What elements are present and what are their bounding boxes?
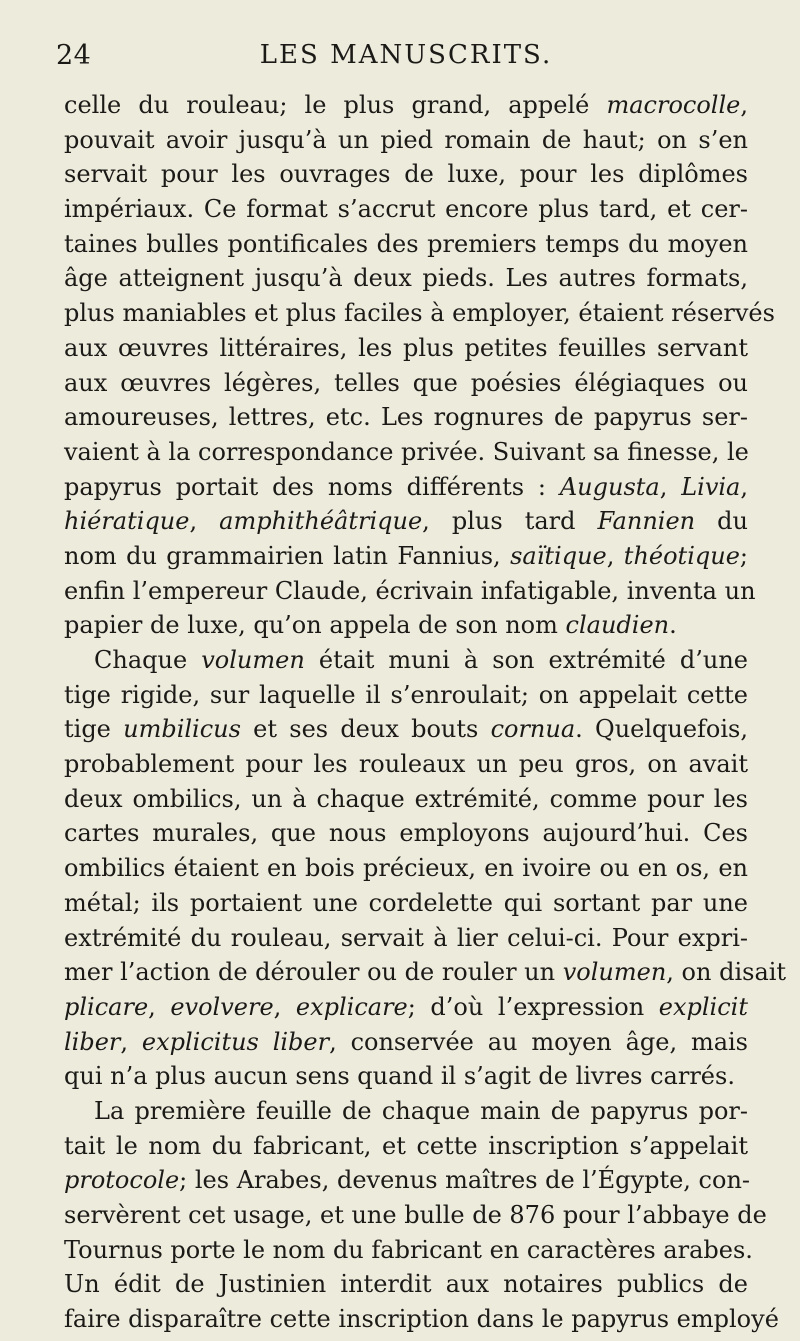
text-run: deux ombilics, un à chaque extrémité, comme pour les [64, 784, 748, 813]
text-run: métal; ils portaient une cordelette qui sortant par une [64, 888, 748, 917]
text-line [64, 435, 748, 470]
page-number: 24 [56, 40, 92, 71]
text-run: amoureuses, lettres, etc. Les rognures de papyrus ser- [64, 403, 748, 432]
text-run: , [606, 541, 624, 570]
text-run: faire disparaître cette inscription dans le papyrus employé [64, 1305, 779, 1334]
text-run: extrémité du rouleau, servait à lier celui-ci. Pour expri- [64, 923, 748, 952]
text-line [64, 574, 756, 609]
italic-term: cornua [490, 715, 576, 744]
text-run: tige [64, 715, 124, 744]
text-run: aux œuvres littéraires, les plus petites feuilles servant [64, 333, 748, 362]
text-run: pouvait avoir jusqu’à un pied romain de haut; on s’en [64, 125, 748, 154]
text-run: qui n’a plus aucun sens quand il s’agit de livres carrés. [64, 1062, 735, 1091]
text-run: plus maniables et plus faciles à employer, étaient réservés [64, 299, 775, 328]
italic-term: evolvere [170, 992, 274, 1021]
text-line [64, 955, 787, 990]
text-run: , conservée au moyen âge, mais [329, 1027, 749, 1056]
text-line [64, 1267, 748, 1302]
text-line [64, 1059, 748, 1094]
text-line [64, 470, 748, 505]
text-line [64, 921, 748, 956]
text-run: taines bulles pontificales des premiers temps du moyen [64, 229, 748, 258]
text-line [64, 1302, 779, 1337]
text-run: , [189, 507, 220, 536]
text-line [64, 331, 748, 366]
italic-term: hiératique [64, 507, 190, 536]
running-title: LES MANUSCRITS. [259, 40, 553, 70]
text-run: cartes murales, que nous employons aujourd’hui. Ces [64, 819, 748, 848]
italic-term: volumen [201, 646, 305, 674]
text-line [64, 712, 748, 747]
text-line [64, 366, 748, 401]
italic-term: saïtique [510, 541, 607, 570]
text-run: aux œuvres légères, telles que poésies élégiaques ou [64, 368, 748, 397]
text-run: ; les Arabes, devenus maîtres de l’Égypte, con- [179, 1166, 751, 1195]
text-run: . Quelquefois, [575, 715, 749, 744]
text-run: . [669, 611, 677, 640]
text-line [64, 990, 748, 1025]
text-line [64, 608, 748, 643]
text-line [64, 1198, 767, 1233]
text-line [64, 747, 748, 782]
text-run: papier de luxe, qu’on appela de son nom [64, 611, 566, 640]
text-run: probablement pour les rouleaux un peu gros, on avait [64, 750, 748, 779]
italic-term: claudien [565, 611, 670, 640]
text-run: était muni à son extrémité d’une [304, 646, 749, 674]
text-line [64, 539, 748, 574]
italic-term: Augusta [559, 472, 660, 501]
text-run: , [740, 472, 748, 501]
text-run: , [659, 472, 682, 501]
text-run: , [740, 91, 748, 119]
text-run: , [148, 992, 171, 1021]
text-run: , plus tard [422, 507, 598, 536]
italic-term: explicare [295, 992, 408, 1021]
text-line [64, 192, 748, 227]
text-run: enfin l’empereur Claude, écrivain infatigable, inventa un [64, 576, 756, 605]
text-line [64, 1129, 748, 1164]
italic-term: liber [64, 1027, 121, 1056]
italic-term: explicit [658, 992, 748, 1021]
text-run: La première feuille de chaque main de papyrus por- [94, 1096, 748, 1125]
text-run: , [273, 992, 296, 1021]
italic-term: plicare [64, 992, 149, 1021]
italic-term: explicitus liber [141, 1027, 330, 1056]
text-run: ; [739, 541, 748, 570]
text-line [64, 88, 748, 123]
text-line [64, 123, 748, 158]
text-line [64, 782, 748, 817]
body-text [64, 88, 787, 1337]
text-run: ; d’où l’expression [407, 992, 659, 1021]
italic-term: macrocolle [606, 91, 741, 119]
text-line [64, 1163, 751, 1198]
text-run: celle du rouleau; le plus grand, appelé [64, 91, 607, 119]
italic-term: protocole [64, 1166, 180, 1195]
italic-term: umbilicus [123, 715, 241, 744]
text-line [64, 400, 748, 435]
page-header [56, 34, 756, 78]
italic-term: Livia [681, 472, 741, 501]
text-line [64, 1094, 748, 1129]
italic-term: amphithéâtrique [219, 507, 423, 536]
text-run: , [120, 1027, 142, 1056]
text-run: Un édit de Justinien interdit aux notaires publics de [64, 1270, 748, 1299]
text-line [64, 678, 748, 713]
text-line [64, 886, 748, 921]
italic-term: volumen [562, 958, 667, 987]
italic-term: théotique [623, 541, 740, 570]
text-run: servait pour les ouvrages de luxe, pour les diplômes [64, 160, 748, 189]
text-run: tige rigide, sur laquelle il s’enroulait; on appelait cette [64, 680, 748, 709]
text-line [64, 504, 748, 539]
text-line [64, 157, 748, 192]
italic-term: Fannien [597, 507, 696, 536]
text-line [64, 296, 775, 331]
text-run: âge atteignent jusqu’à deux pieds. Les autres formats, [64, 264, 748, 293]
text-run: vaient à la correspondance privée. Suivant sa finesse, le [64, 437, 749, 466]
text-run: servèrent cet usage, et une bulle de 876 pour l’abbaye de [64, 1201, 767, 1229]
text-run: mer l’action de dérouler ou de rouler un [64, 958, 563, 987]
text-run: tait le nom du fabricant, et cette inscription s’appelait [64, 1131, 748, 1160]
text-line [64, 816, 748, 851]
text-line [64, 261, 748, 296]
text-line [64, 643, 748, 678]
text-run: nom du grammairien latin Fannius, [64, 541, 511, 570]
text-run: et ses deux bouts [240, 715, 491, 744]
text-line [64, 851, 748, 886]
text-line [64, 1025, 748, 1060]
text-run: du [695, 507, 748, 536]
text-line [64, 227, 748, 262]
text-run: Chaque [94, 646, 202, 674]
text-run: , on disait [666, 958, 787, 987]
text-line [64, 1233, 753, 1268]
text-run: impériaux. Ce format s’accrut encore plus tard, et cer- [64, 195, 748, 224]
text-run: papyrus portait des noms différents : [64, 472, 560, 501]
text-run: ombilics étaient en bois précieux, en ivoire ou en os, en [64, 854, 748, 883]
text-run: Tournus porte le nom du fabricant en caractères arabes. [64, 1235, 753, 1264]
